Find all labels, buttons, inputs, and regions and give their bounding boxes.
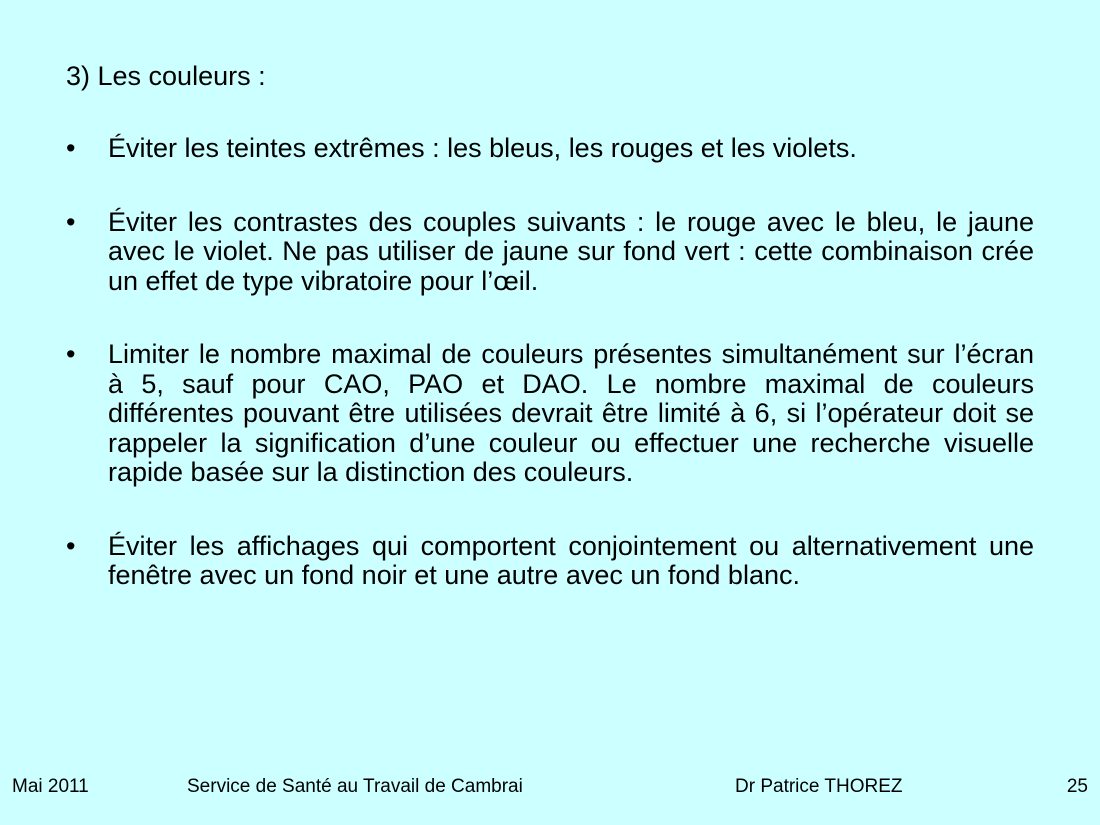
bullet-mark: •: [66, 339, 76, 369]
bullet-item: [66, 208, 1034, 297]
page-number: 25: [1066, 776, 1088, 797]
bullet-text: Limiter le nombre maximal de couleurs présentes simultanément sur l’écran à 5, sauf pour CAO, PAO et DAO. Le nombre maximal de couleurs différentes pouvant être utilisées devrait être limité à 6, si l’opérateur doit se rappeler la signification d’une couleur ou effectuer une recherche visuelle rapide basée sur la distinction des couleurs.: [108, 339, 1034, 487]
footer-author: Dr Patrice THOREZ: [735, 776, 903, 797]
slide-heading: 3) Les couleurs :: [66, 61, 266, 91]
footer-date: Mai 2011: [12, 776, 89, 797]
bullet-mark: •: [66, 206, 76, 237]
footer-organization: Service de Santé au Travail de Cambrai: [187, 776, 523, 797]
bullet-item: [66, 134, 1034, 164]
bullet-item: [66, 340, 1034, 488]
bullet-text: Éviter les contrastes des couples suivants : le rouge avec le bleu, le jaune avec le violet. Ne pas utiliser de jaune sur fond vert : cette combinaison crée un effet de type vibratoire pour l’œil.: [108, 206, 1034, 296]
bullet-mark: •: [66, 530, 76, 561]
bullet-mark: •: [66, 133, 76, 163]
bullet-item: [66, 532, 1034, 591]
bullet-list: [66, 134, 1034, 635]
bullet-text: Éviter les teintes extrêmes : les bleus, les rouges et les violets.: [108, 133, 857, 163]
bullet-text: Éviter les affichages qui comportent conjointement ou alternativement une fenêtre avec un fond noir et une autre avec un fond blanc.: [108, 530, 1034, 590]
